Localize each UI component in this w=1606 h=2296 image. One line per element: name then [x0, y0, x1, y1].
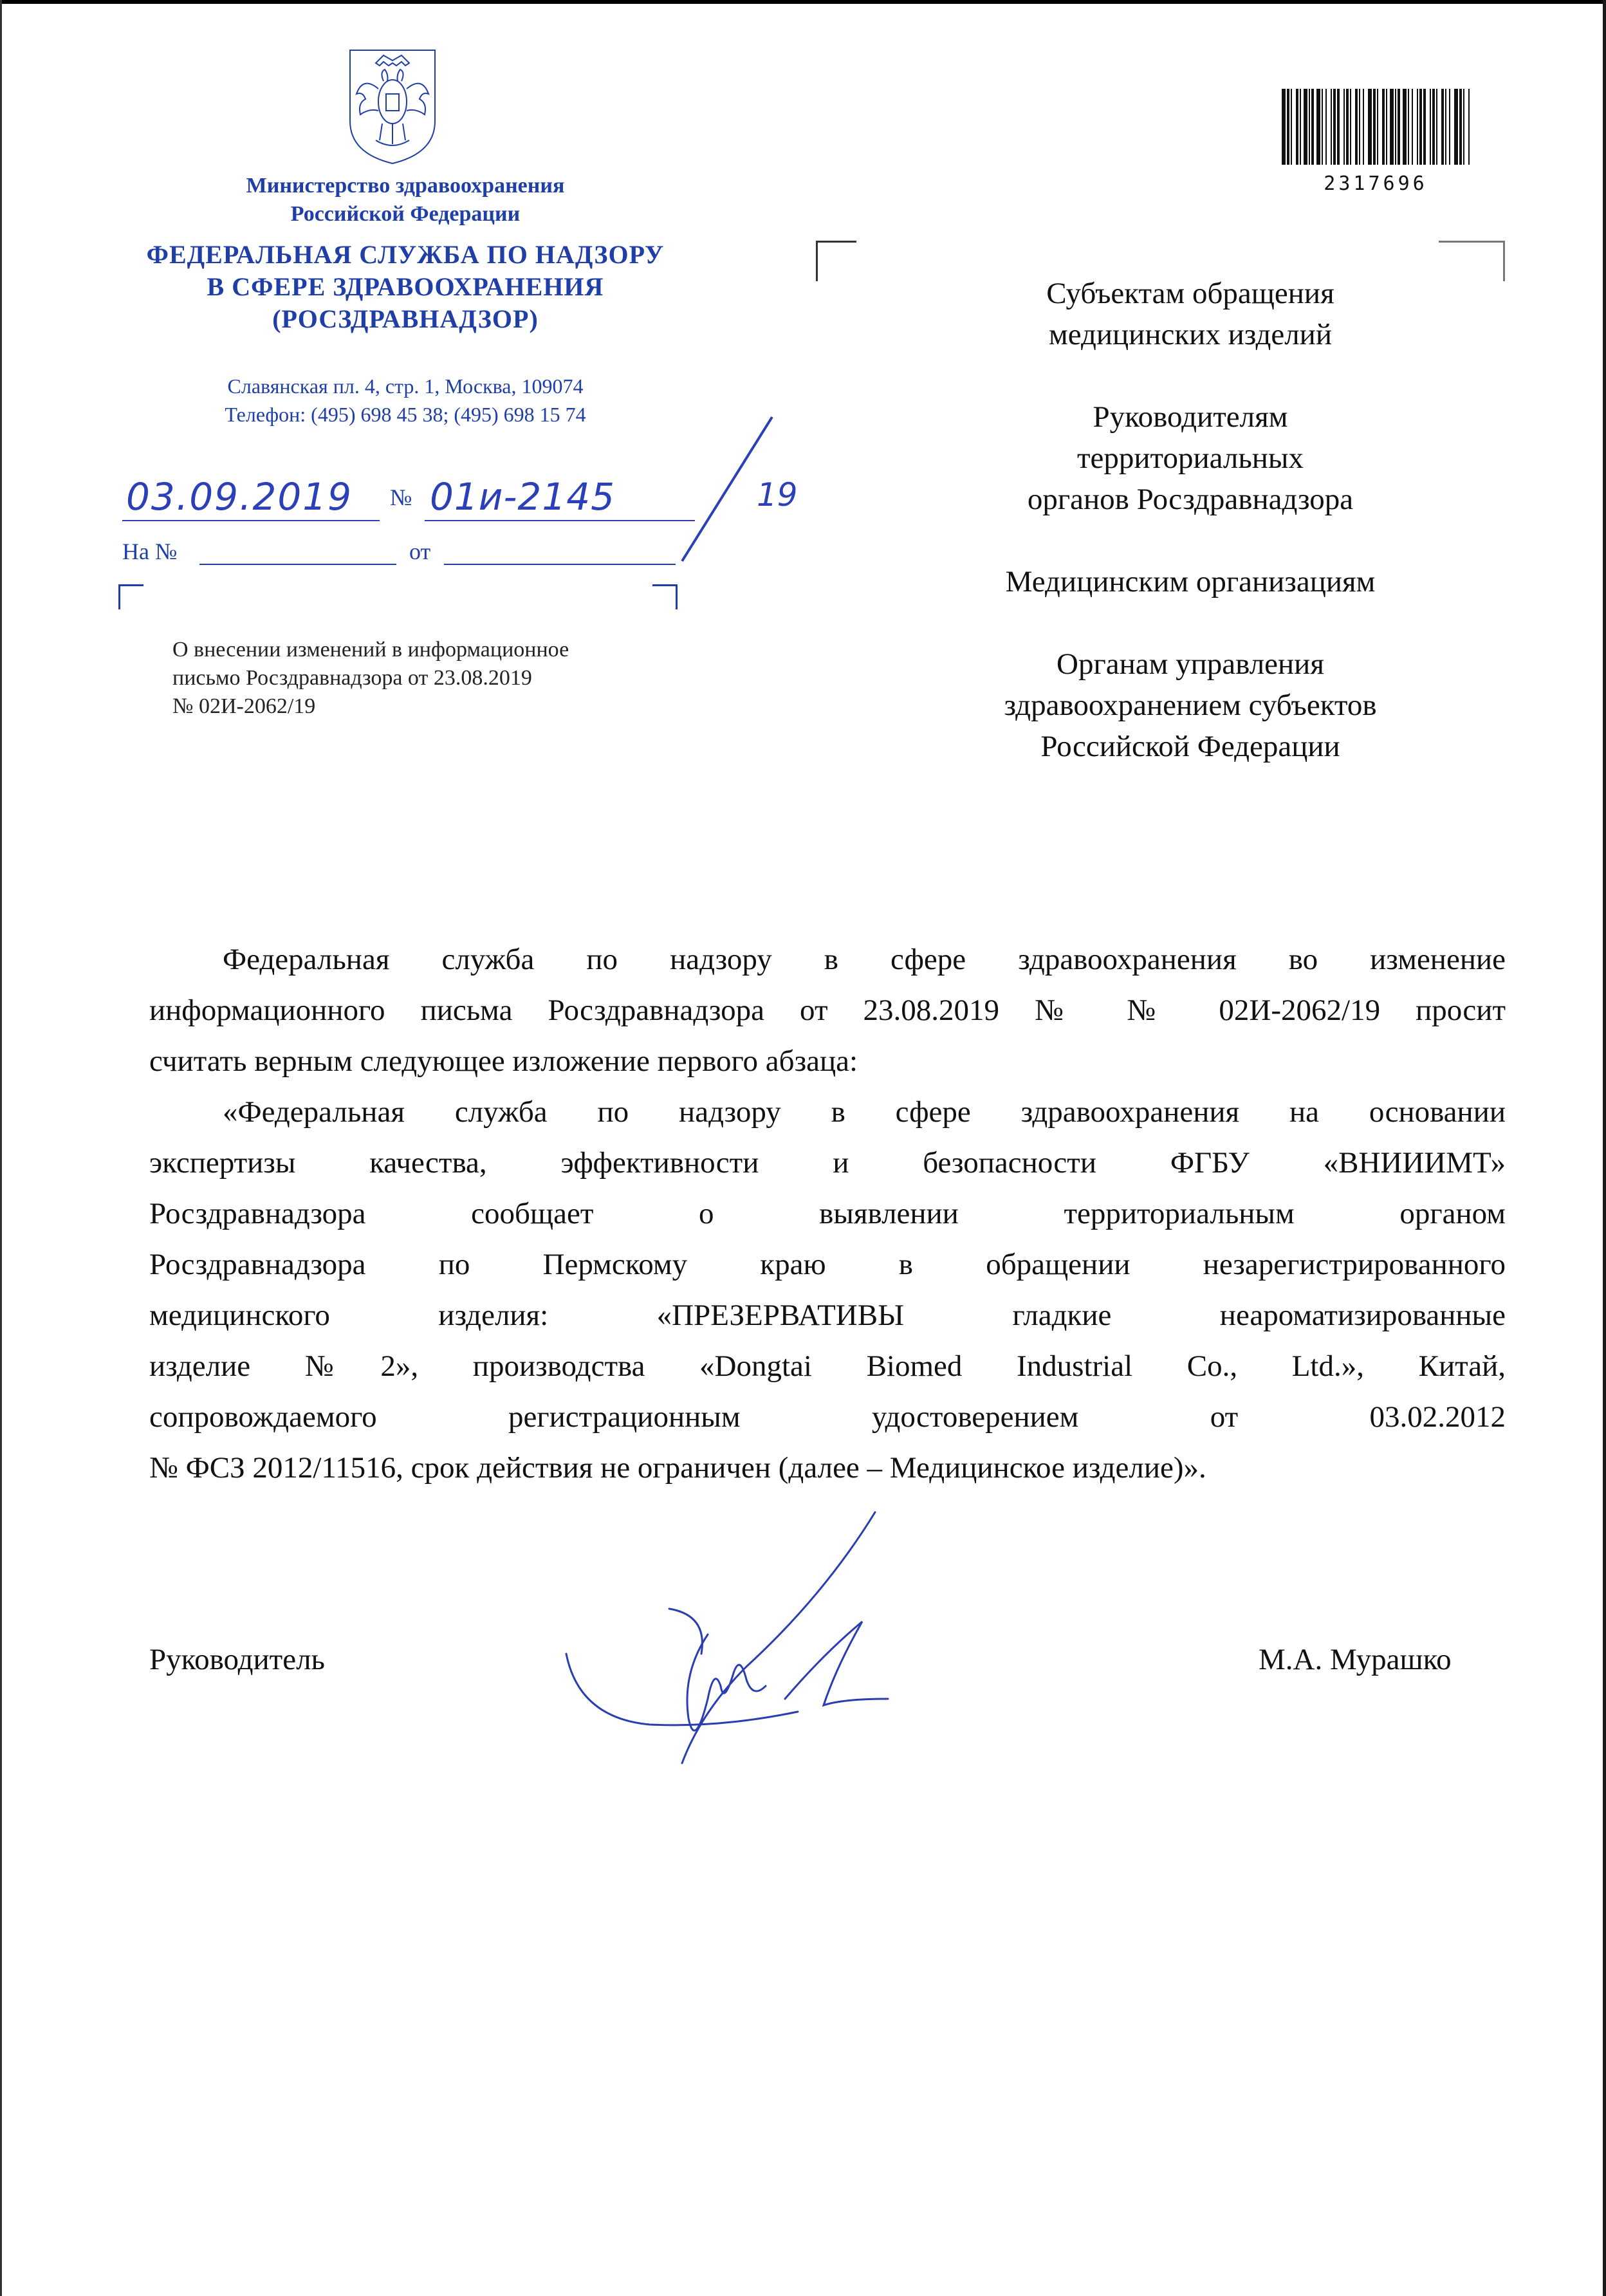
barcode-bar: [1311, 89, 1314, 165]
date-underline: [122, 520, 380, 521]
barcode-bar: [1432, 89, 1435, 165]
barcode-bar: [1468, 89, 1470, 165]
subject-corner-left: [118, 584, 143, 609]
body-line: медицинского изделия: «ПРЕЗЕРВАТИВЫ гладкие неароматизированные: [149, 1299, 1506, 1332]
barcode-bar: [1359, 89, 1360, 165]
addressee-line: Российской Федерации: [1040, 730, 1340, 763]
barcode-bar: [1445, 89, 1446, 165]
barcode-bar: [1403, 89, 1407, 165]
subject-line: О внесении изменений в информационное: [172, 638, 569, 662]
addressee-line: Руководителям: [1093, 400, 1288, 434]
reference-number-blank: [199, 564, 396, 565]
barcode-bar: [1304, 89, 1307, 165]
barcode-bar: [1350, 89, 1351, 165]
barcode-bar: [1322, 89, 1323, 165]
barcode: [1279, 89, 1472, 176]
scan-edge-right: [1603, 0, 1606, 2296]
letterhead-address: Славянская пл. 4, стр. 1, Москва, 109074: [227, 375, 584, 398]
body-line: изделие №2», производства «Dongtai Biomed Industrial Co., Ltd.», Китай,: [149, 1349, 1506, 1383]
letter-subject: [172, 636, 700, 721]
barcode-bar: [1459, 89, 1462, 165]
scan-edge-left: [0, 0, 2, 2296]
barcode-bar: [1436, 89, 1437, 165]
barcode-bar: [1316, 89, 1320, 165]
barcode-bar: [1300, 89, 1301, 165]
addressee-line: Медицинским организациям: [1005, 565, 1376, 598]
barcode-bar: [1423, 89, 1426, 165]
ministry-name-line1: Министерство здравоохранения: [246, 174, 565, 198]
barcode-bar: [1287, 89, 1289, 165]
body-line: № ФСЗ 2012/11516, срок действия не ограничен (далее – Медицинское изделие)».: [149, 1451, 1206, 1485]
handwritten-signature: [553, 1506, 901, 1782]
addressee-line: органов Росздравнадзора: [1027, 483, 1354, 516]
barcode-bar: [1325, 89, 1327, 165]
signer-name: М.А. Мурашко: [1259, 1643, 1452, 1676]
body-line: «Федеральная служба по надзору в сфере здравоохранения на основании: [223, 1095, 1506, 1129]
barcode-bar: [1390, 89, 1394, 165]
number-underline: [425, 520, 695, 521]
reference-date-label: от: [409, 539, 431, 564]
addressee-line: Субъектам обращения: [1046, 277, 1334, 310]
letterhead-phone: Телефон: (495) 698 45 38; (495) 698 15 74: [225, 403, 586, 426]
barcode-bar: [1382, 89, 1385, 165]
addressee-group: [914, 561, 1467, 602]
barcode-bar: [1296, 89, 1298, 165]
addressee-line: медицинских изделий: [1048, 318, 1332, 351]
barcode-bar: [1449, 89, 1450, 165]
addressees-block: [914, 273, 1467, 808]
addressee-group: [914, 643, 1467, 767]
reference-number-label: На №: [122, 539, 178, 564]
letter-body: [149, 934, 1506, 1494]
subject-corner-right: [652, 584, 678, 609]
barcode-bar: [1331, 89, 1332, 165]
barcode-bar: [1337, 89, 1340, 165]
barcode-bar: [1395, 89, 1396, 165]
barcode-bar: [1333, 89, 1336, 165]
addressee-line: территориальных: [1076, 441, 1304, 475]
barcode-bar: [1408, 89, 1409, 165]
ministry-name-line2: Российской Федерации: [290, 202, 521, 226]
addressee-corner-left: [816, 241, 856, 281]
registration-date: 03.09.2019: [126, 475, 353, 519]
barcode-bar: [1309, 89, 1310, 165]
addressee-line: здравоохранением субъектов: [1004, 689, 1377, 722]
scan-edge-top: [0, 0, 1606, 4]
barcode-bar: [1346, 89, 1349, 165]
barcode-bar: [1398, 89, 1400, 165]
service-name-line1: ФЕДЕРАЛЬНАЯ СЛУЖБА ПО НАДЗОРУ: [146, 240, 665, 269]
barcode-bar: [1454, 89, 1458, 165]
barcode-bar: [1419, 89, 1422, 165]
barcode-bar: [1386, 89, 1387, 165]
barcode-bar: [1373, 89, 1376, 165]
subject-line: № 02И-2062/19: [172, 694, 316, 718]
body-line: информационного письма Росздравнадзора от 23.08.2019 № № 02И-2062/19 просит: [149, 994, 1506, 1027]
addressee-group: [914, 396, 1467, 520]
barcode-bar: [1463, 89, 1464, 165]
number-sign: №: [390, 485, 412, 510]
barcode-bar: [1441, 89, 1444, 165]
reference-date-blank: [444, 564, 676, 565]
barcode-bar: [1363, 89, 1364, 165]
barcode-bar: [1430, 89, 1431, 165]
body-line: Росздравнадзора по Пермскому краю в обращении незарегистрированного: [149, 1248, 1506, 1281]
registration-number: 01и-2145: [430, 475, 616, 519]
barcode-bar: [1291, 89, 1292, 165]
registration-number-suffix: 19: [757, 476, 798, 514]
barcode-bar: [1377, 89, 1378, 165]
barcode-bar: [1412, 89, 1413, 165]
body-line: считать верным следующее изложение первого абзаца:: [149, 1044, 858, 1078]
barcode-bar: [1368, 89, 1372, 165]
barcode-bar: [1282, 89, 1286, 165]
barcode-bar: [1343, 89, 1345, 165]
signer-position: Руководитель: [149, 1643, 325, 1676]
body-line: Федеральная служба по надзору в сфере здравоохранения во изменение: [223, 943, 1506, 976]
barcode-bar: [1355, 89, 1358, 165]
addressee-line: Органам управления: [1057, 647, 1324, 681]
addressee-group: [914, 273, 1467, 355]
service-name-line2: В СФЕРЕ ЗДРАВООХРАНЕНИЯ: [207, 272, 604, 301]
body-line: экспертизы качества, эффективности и безопасности ФГБУ «ВНИИИМТ»: [149, 1146, 1506, 1180]
barcode-bar: [1417, 89, 1418, 165]
subject-line: письмо Росздравнадзора от 23.08.2019: [172, 666, 532, 690]
service-name-line3: (РОСЗДРАВНАДЗОР): [272, 304, 539, 333]
coat-of-arms-icon: [344, 44, 441, 167]
body-line: Росздравнадзора сообщает о выявлении территориальным органом: [149, 1197, 1506, 1230]
barcode-number: 2317696: [1324, 172, 1428, 195]
body-line: сопровождаемого регистрационным удостоверением от 03.02.2012: [149, 1400, 1506, 1434]
